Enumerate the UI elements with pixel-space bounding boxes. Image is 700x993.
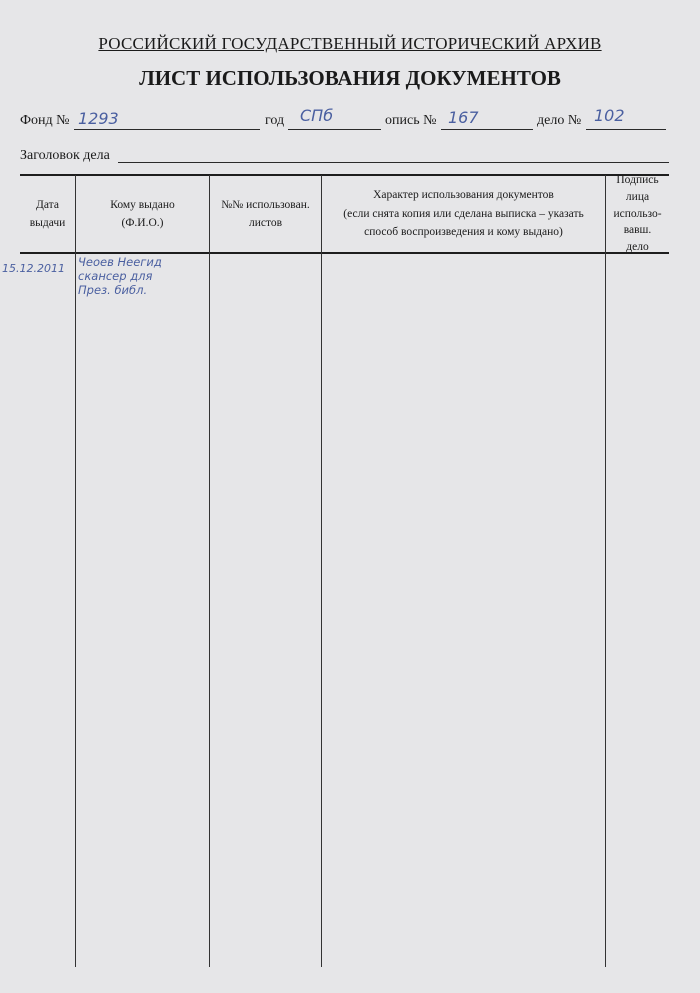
column-header-date bbox=[20, 175, 75, 253]
archive-name: РОССИЙСКИЙ ГОСУДАРСТВЕННЫЙ ИСТОРИЧЕСКИЙ АРХИВ bbox=[98, 34, 602, 53]
opis-value: 167 bbox=[448, 108, 479, 127]
delo-value: 102 bbox=[594, 106, 625, 125]
column-header-sheets bbox=[210, 175, 321, 253]
opis-line bbox=[441, 129, 533, 130]
delo-label: дело № bbox=[537, 113, 582, 128]
column-header-label: Подпись лица использо- вавш. дело bbox=[613, 174, 662, 254]
fond-label: Фонд № bbox=[20, 113, 70, 128]
column-divider bbox=[209, 175, 210, 967]
delo-line bbox=[586, 129, 666, 130]
column-header-label: Кому выдано (Ф.И.О.) bbox=[110, 198, 175, 229]
fond-value: 1293 bbox=[78, 109, 119, 128]
god-value: СПб bbox=[300, 106, 334, 125]
title-label: Заголовок дела bbox=[20, 148, 110, 163]
column-header-issued-to bbox=[76, 175, 209, 253]
column-header-signature bbox=[606, 175, 669, 253]
title-line bbox=[118, 162, 669, 163]
column-header-usage bbox=[322, 175, 605, 253]
column-header-label: №№ использован. листов bbox=[221, 198, 310, 229]
row-issued-to: Чеоев Неегид скансер для През. библ. bbox=[78, 255, 162, 297]
opis-label: опись № bbox=[385, 113, 437, 128]
form-title: ЛИСТ ИСПОЛЬЗОВАНИЯ ДОКУМЕНТОВ bbox=[139, 66, 561, 90]
column-divider bbox=[605, 175, 606, 967]
column-header-label: Дата выдачи bbox=[29, 198, 66, 229]
god-label: год bbox=[265, 113, 285, 128]
column-divider bbox=[75, 175, 76, 967]
column-header-label: Характер использования документов (если снята копия или сделана выписка – указать способ воспроизведения и кому выдано) bbox=[343, 189, 584, 239]
fond-line bbox=[74, 129, 260, 130]
god-line bbox=[288, 129, 381, 130]
column-divider bbox=[321, 175, 322, 967]
row-date: 15.12.2011 bbox=[2, 262, 65, 275]
